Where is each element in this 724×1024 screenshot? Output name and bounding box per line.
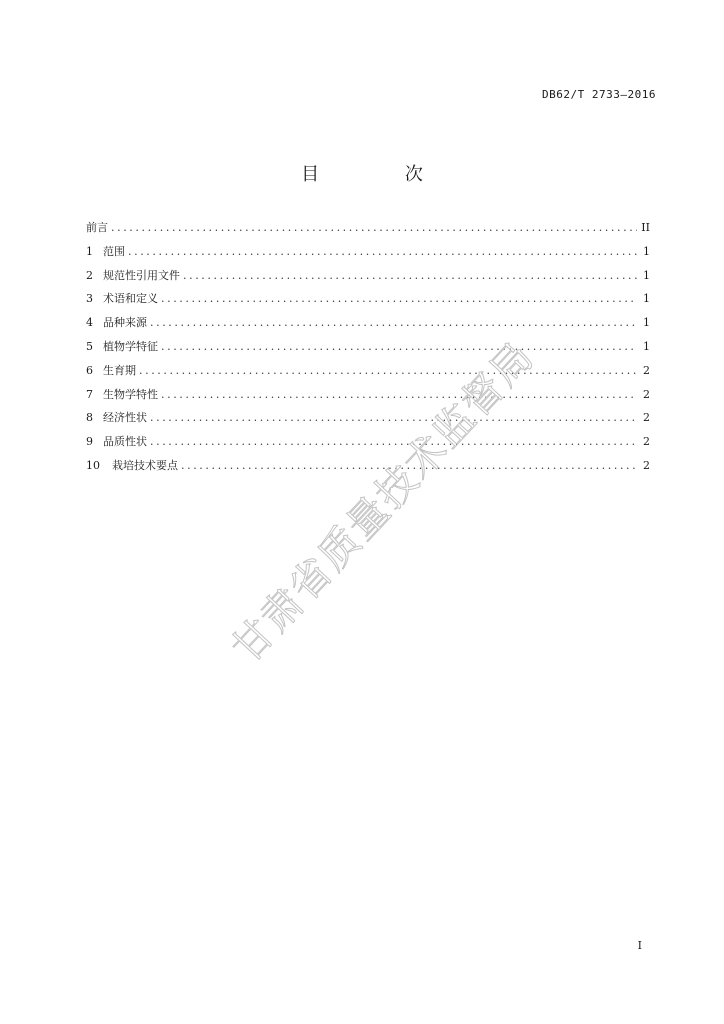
toc-page: 1 <box>643 339 650 353</box>
toc-label: 植物学特征 <box>103 339 158 353</box>
toc-number: 8 <box>86 411 93 425</box>
toc-number: 9 <box>86 435 93 449</box>
toc-label: 品种来源 <box>103 316 147 330</box>
toc-leader-dots <box>111 216 637 240</box>
toc-number: 1 <box>86 244 93 258</box>
toc-page: 2 <box>643 435 650 449</box>
toc-entry-foreword[interactable] <box>86 216 650 240</box>
toc-entry-6[interactable] <box>86 359 650 383</box>
toc-entry-4[interactable] <box>86 311 650 335</box>
footer-page-number: I <box>637 939 642 952</box>
toc-label: 经济性状 <box>103 411 147 425</box>
toc-label: 栽培技术要点 <box>112 458 178 472</box>
toc-entry-10[interactable] <box>86 454 650 478</box>
toc-leader-dots <box>150 406 637 430</box>
toc-leader-dots <box>161 383 637 407</box>
toc-entry-5[interactable] <box>86 335 650 359</box>
toc-label: 范围 <box>103 244 125 258</box>
toc-page: 1 <box>643 244 650 258</box>
toc-leader-dots <box>150 430 637 454</box>
standard-code: DB62/T 2733—2016 <box>542 88 656 101</box>
toc-number: 4 <box>86 316 93 330</box>
toc-leader-dots <box>128 240 637 264</box>
toc-number: 10 <box>86 458 100 472</box>
toc-page: 2 <box>643 387 650 401</box>
toc-page: 2 <box>643 363 650 377</box>
toc-entry-9[interactable] <box>86 430 650 454</box>
toc-number: 5 <box>86 339 93 353</box>
toc-entry-2[interactable] <box>86 264 650 288</box>
toc-label: 生物学特性 <box>103 387 158 401</box>
toc-page: 2 <box>643 458 650 472</box>
toc-entry-7[interactable] <box>86 383 650 407</box>
toc-page: II <box>641 221 650 234</box>
toc-number: 6 <box>86 363 93 377</box>
toc-number: 3 <box>86 292 93 306</box>
toc-entry-1[interactable] <box>86 240 650 264</box>
toc-leader-dots <box>181 454 637 478</box>
toc-number: 2 <box>86 268 93 282</box>
toc-label: 生育期 <box>103 363 136 377</box>
page-title: 目 次 <box>301 164 463 185</box>
toc-label: 品质性状 <box>103 435 147 449</box>
toc-label: 规范性引用文件 <box>103 268 180 282</box>
toc-leader-dots <box>183 264 637 288</box>
toc-leader-dots <box>161 335 637 359</box>
toc-leader-dots <box>150 311 637 335</box>
toc-page: 2 <box>643 411 650 425</box>
toc-leader-dots <box>161 287 637 311</box>
toc-page: 1 <box>643 292 650 306</box>
watermark-text: 甘肃省质量技术监督局 <box>223 332 544 672</box>
toc-label: 前言 <box>86 221 108 234</box>
toc-page: 1 <box>643 268 650 282</box>
toc-entry-3[interactable] <box>86 287 650 311</box>
toc-label: 术语和定义 <box>103 292 158 306</box>
toc-number: 7 <box>86 387 93 401</box>
toc-page: 1 <box>643 316 650 330</box>
table-of-contents <box>86 216 650 478</box>
toc-entry-8[interactable] <box>86 406 650 430</box>
toc-leader-dots <box>139 359 637 383</box>
